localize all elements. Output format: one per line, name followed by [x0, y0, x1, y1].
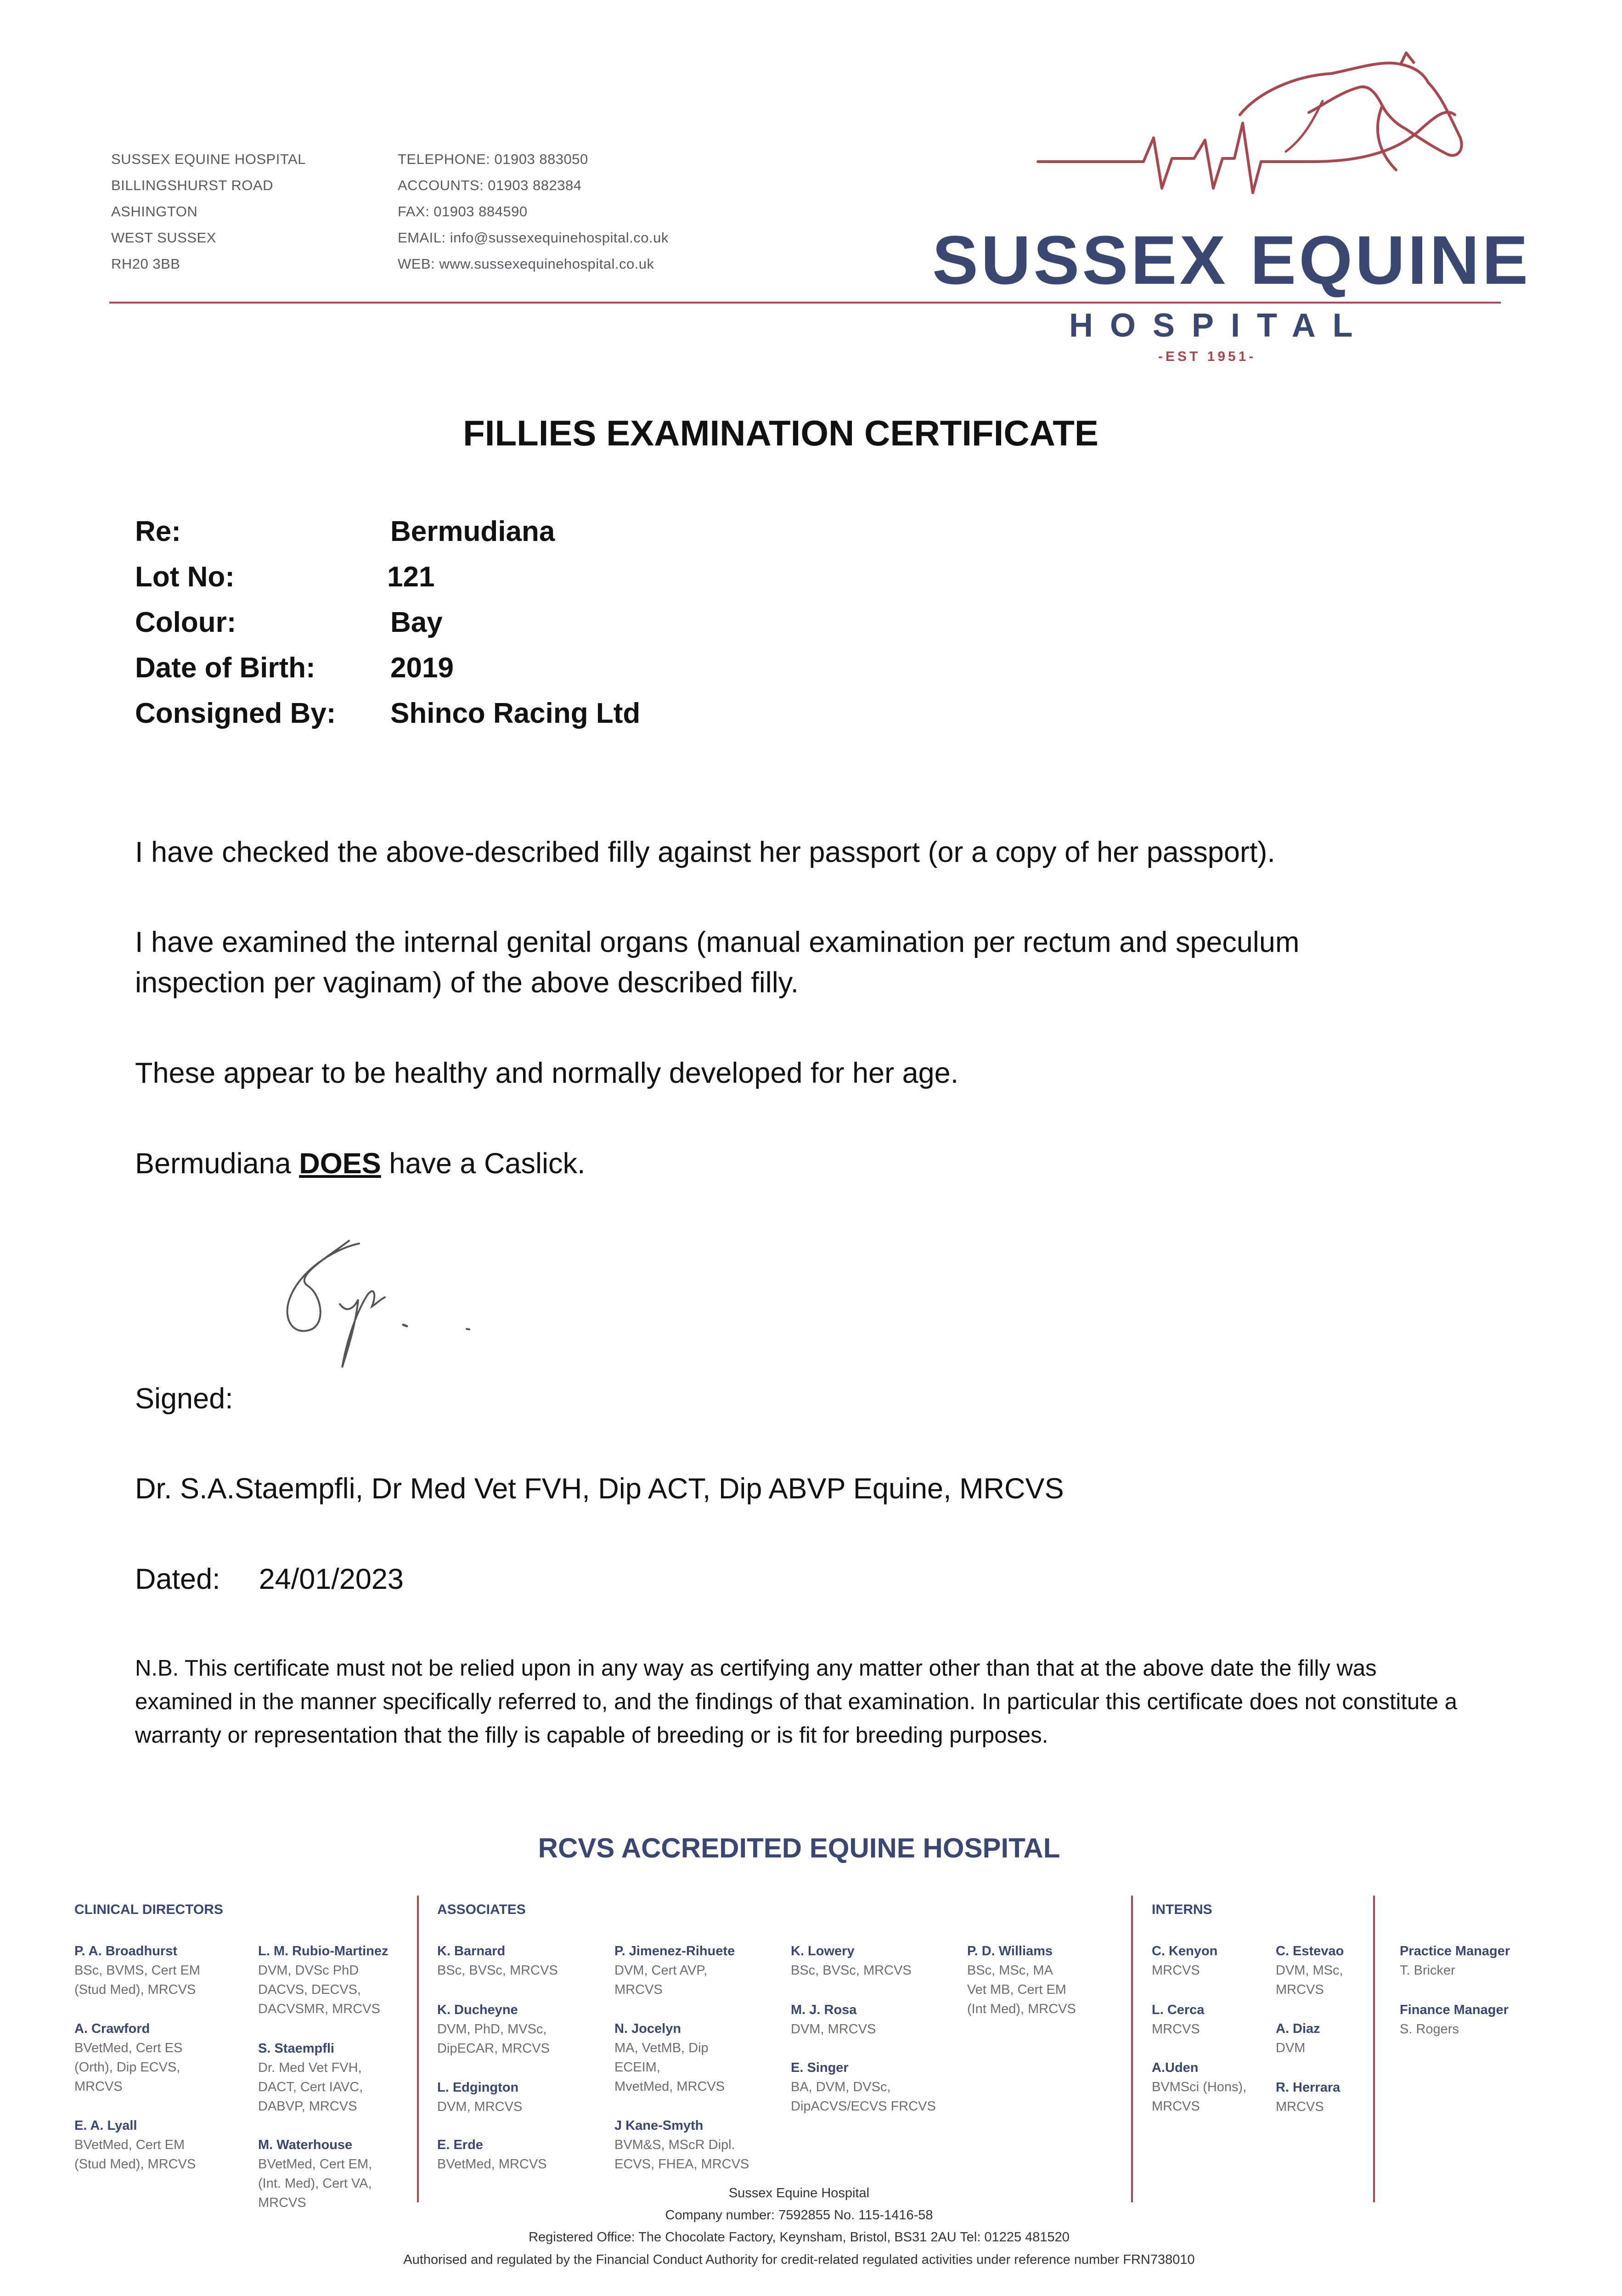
page-title: FILLIES EXAMINATION CERTIFICATE [463, 413, 1098, 453]
staff-quals: BSc, MSc, MA Vet MB, Cert EM (Int Med), MRCVS [967, 1963, 1076, 2016]
disclaimer-note: N.B. This certificate must not be relied upon in any way as certifying any matter other than that at the above date the filly was examined in the manner specifically referred to, and the findings of that examination. In particular this certificate does not constitute a warranty or representation that the filly is capable of breeding or is fit for breeding purposes. [135, 1656, 1457, 1748]
staff-name: A.Uden [1152, 2060, 1199, 2075]
staff-quals: MRCVS [1276, 2099, 1324, 2114]
staff-entry [614, 2116, 749, 2174]
company-number: Company number: 7592855 No. 115-1416-58 [665, 2208, 933, 2223]
staff-entry [614, 1941, 735, 1999]
staff-name: E. A. Lyall [74, 2118, 137, 2133]
address-line: RH20 3BB [111, 256, 180, 272]
staff-name: E. Erde [437, 2138, 483, 2152]
staff-quals: BSc, BVMS, Cert EM (Stud Med), MRCVS [74, 1963, 200, 1997]
staff-quals: DVM, DVSc PhD DACVS, DECVS, DACVSMR, MRCVS [258, 1963, 380, 2016]
detail-label-colour: Colour: [135, 607, 237, 638]
contact-web: WEB: www.sussexequinehospital.co.uk [398, 256, 654, 272]
staff-quals: DVM, MRCVS [437, 2099, 523, 2114]
staff-name: L. M. Rubio-Martinez [258, 1944, 389, 1958]
detail-label-dob: Date of Birth: [135, 652, 315, 684]
staff-name: P. Jimenez-Rihuete [614, 1944, 735, 1958]
staff-quals: DVM [1276, 2041, 1306, 2055]
staff-name: E. Singer [791, 2060, 849, 2075]
staff-entry [1400, 2000, 1509, 2039]
detail-label-lot: Lot No: [135, 561, 235, 593]
staff-entry [791, 2058, 936, 2116]
staff-quals: DVM, MSc, MRCVS [1276, 1963, 1343, 1997]
staff-entry [258, 1941, 389, 2019]
staff-name: Finance Manager [1400, 2003, 1509, 2017]
staff-quals: MA, VetMB, Dip ECEIM, MvetMed, MRCVS [614, 2041, 725, 2094]
staff-quals: BSc, BVSc, MRCVS [791, 1963, 912, 1978]
staff-quals: DVM, PhD, MVSc, DipECAR, MRCVS [437, 2022, 550, 2056]
staff-entry [1152, 2000, 1204, 2039]
staff-quals: BVetMed, MRCVS [437, 2157, 547, 2172]
header-divider [109, 302, 1501, 304]
contact-email: EMAIL: info@sussexequinehospital.co.uk [398, 230, 669, 246]
staff-entry [74, 2116, 196, 2174]
staff-entry [1276, 2019, 1320, 2058]
staff-name: P. D. Williams [967, 1944, 1053, 1958]
staff-name: Practice Manager [1400, 1944, 1510, 1958]
examination-statement: I have examined the internal genital organs (manual examination per rectum and speculum inspection per vaginam) of the above described filly. [135, 926, 1300, 999]
staff-name: M. Waterhouse [258, 2138, 353, 2152]
logo-subtitle: HOSPITAL [1069, 307, 1370, 344]
caslick-text: have a Caslick. [389, 1148, 586, 1180]
rcvs-accreditation: RCVS ACCREDITED EQUINE HOSPITAL [538, 1833, 1060, 1863]
detail-label-re: Re: [135, 516, 181, 547]
staff-name: C. Kenyon [1152, 1944, 1218, 1958]
staff-name: A. Crawford [74, 2021, 150, 2036]
staff-name: M. J. Rosa [791, 2003, 857, 2017]
contact-fax: FAX: 01903 884590 [398, 203, 528, 219]
staff-entry [791, 2000, 876, 2039]
staff-quals: MRCVS [1152, 1963, 1200, 1978]
staff-quals: BA, DVM, DVSc, DipACVS/ECVS FRCVS [791, 2080, 936, 2114]
passport-check-statement: I have checked the above-described filly against her passport (or a copy of her passport). [135, 836, 1275, 868]
staff-name: J Kane-Smyth [614, 2118, 704, 2133]
footer-divider [1131, 1896, 1133, 2202]
staff-entry [1400, 1941, 1510, 1980]
staff-entry [74, 2019, 182, 2096]
detail-value-re: Bermudiana [390, 516, 555, 547]
staff-name: P. A. Broadhurst [74, 1944, 177, 1958]
staff-quals: MRCVS [1152, 2022, 1200, 2037]
footer-divider [417, 1896, 419, 2202]
dated-label: Dated: [135, 1563, 220, 1595]
detail-value-consignor: Shinco Racing Ltd [390, 698, 641, 729]
staff-entry [1276, 2078, 1340, 2116]
health-statement: These appear to be healthy and normally developed for her age. [135, 1057, 959, 1089]
staff-name: R. Herrara [1276, 2080, 1340, 2095]
staff-quals: BVetMed, Cert EM, (Int. Med), Cert VA, MRCVS [258, 2157, 372, 2210]
staff-entry [437, 2078, 522, 2116]
staff-quals: S. Rogers [1400, 2022, 1459, 2037]
dated-value: 24/01/2023 [259, 1563, 404, 1595]
staff-quals: DVM, Cert AVP, MRCVS [614, 1963, 707, 1997]
detail-value-dob: 2019 [390, 652, 454, 684]
staff-entry [614, 2019, 725, 2096]
staff-quals: BVetMed, Cert ES (Orth), Dip ECVS, MRCVS [74, 2041, 183, 2094]
staff-quals: Dr. Med Vet FVH, DACT, Cert IAVC, DABVP, MRCVS [258, 2060, 363, 2114]
staff-quals: BVMSci (Hons), MRCVS [1152, 2080, 1247, 2114]
staff-entry [74, 1941, 200, 1999]
signed-label: Signed: [135, 1383, 233, 1415]
caslick-filly-name: Bermudiana [135, 1148, 291, 1180]
section-associates: ASSOCIATES [437, 1902, 526, 1917]
staff-quals: BVM&S, MScR Dipl. ECVS, FHEA, MRCVS [614, 2138, 749, 2172]
staff-quals: DVM, MRCVS [791, 2022, 876, 2037]
logo-established: -EST 1951- [1158, 349, 1256, 364]
section-clinical-directors: CLINICAL DIRECTORS [74, 1902, 223, 1917]
detail-label-consignor: Consigned By: [135, 698, 336, 729]
contact-accounts: ACCOUNTS: 01903 882384 [398, 177, 582, 193]
staff-entry [258, 2039, 363, 2116]
detail-value-lot: 121 [387, 561, 435, 593]
staff-entry [1276, 1941, 1344, 1999]
address-line: ASHINGTON [111, 203, 198, 219]
staff-entry [1152, 2058, 1246, 2116]
staff-quals: BSc, BVSc, MRCVS [437, 1963, 558, 1978]
detail-value-colour: Bay [390, 607, 443, 638]
footer-divider [1373, 1896, 1375, 2202]
staff-entry [967, 1941, 1076, 2019]
staff-quals: T. Bricker [1400, 1963, 1455, 1978]
fca-regulation: Authorised and regulated by the Financial Conduct Authority for credit-related regulated activities under reference number FRN738010 [403, 2252, 1195, 2267]
logo-wordmark: SUSSEX EQUINE [932, 221, 1531, 298]
staff-quals: BVetMed, Cert EM (Stud Med), MRCVS [74, 2138, 196, 2172]
section-interns: INTERNS [1152, 1902, 1212, 1917]
staff-name: L. Cerca [1152, 2003, 1205, 2017]
staff-entry [437, 1941, 558, 1980]
caslick-emphasis: DOES [299, 1148, 381, 1180]
address-line: SUSSEX EQUINE HOSPITAL [111, 151, 306, 167]
staff-entry [1152, 1941, 1217, 1980]
staff-name: C. Estevao [1276, 1944, 1344, 1958]
staff-entry [437, 2135, 547, 2174]
corporate-name: Sussex Equine Hospital [728, 2186, 870, 2200]
address-line: WEST SUSSEX [111, 230, 216, 246]
staff-name: N. Jocelyn [614, 2021, 681, 2036]
signatory-name: Dr. S.A.Staempfli, Dr Med Vet FVH, Dip ACT, Dip ABVP Equine, MRCVS [135, 1473, 1064, 1505]
contact-telephone: TELEPHONE: 01903 883050 [398, 151, 588, 167]
staff-entry [437, 2000, 550, 2058]
staff-name: K. Ducheyne [437, 2003, 518, 2017]
staff-name: S. Staempfli [258, 2041, 334, 2056]
staff-name: K. Lowery [791, 1944, 855, 1958]
registered-office: Registered Office: The Chocolate Factory, Keynsham, Bristol, BS31 2AU Tel: 01225 481520 [529, 2230, 1070, 2245]
staff-name: L. Edgington [437, 2080, 519, 2095]
dated-line [135, 1559, 1467, 1599]
staff-entry [791, 1941, 912, 1980]
staff-name: K. Barnard [437, 1944, 506, 1958]
address-line: BILLINGSHURST ROAD [111, 177, 273, 193]
staff-name: A. Diaz [1276, 2021, 1320, 2036]
caslick-statement [135, 1143, 1467, 1184]
